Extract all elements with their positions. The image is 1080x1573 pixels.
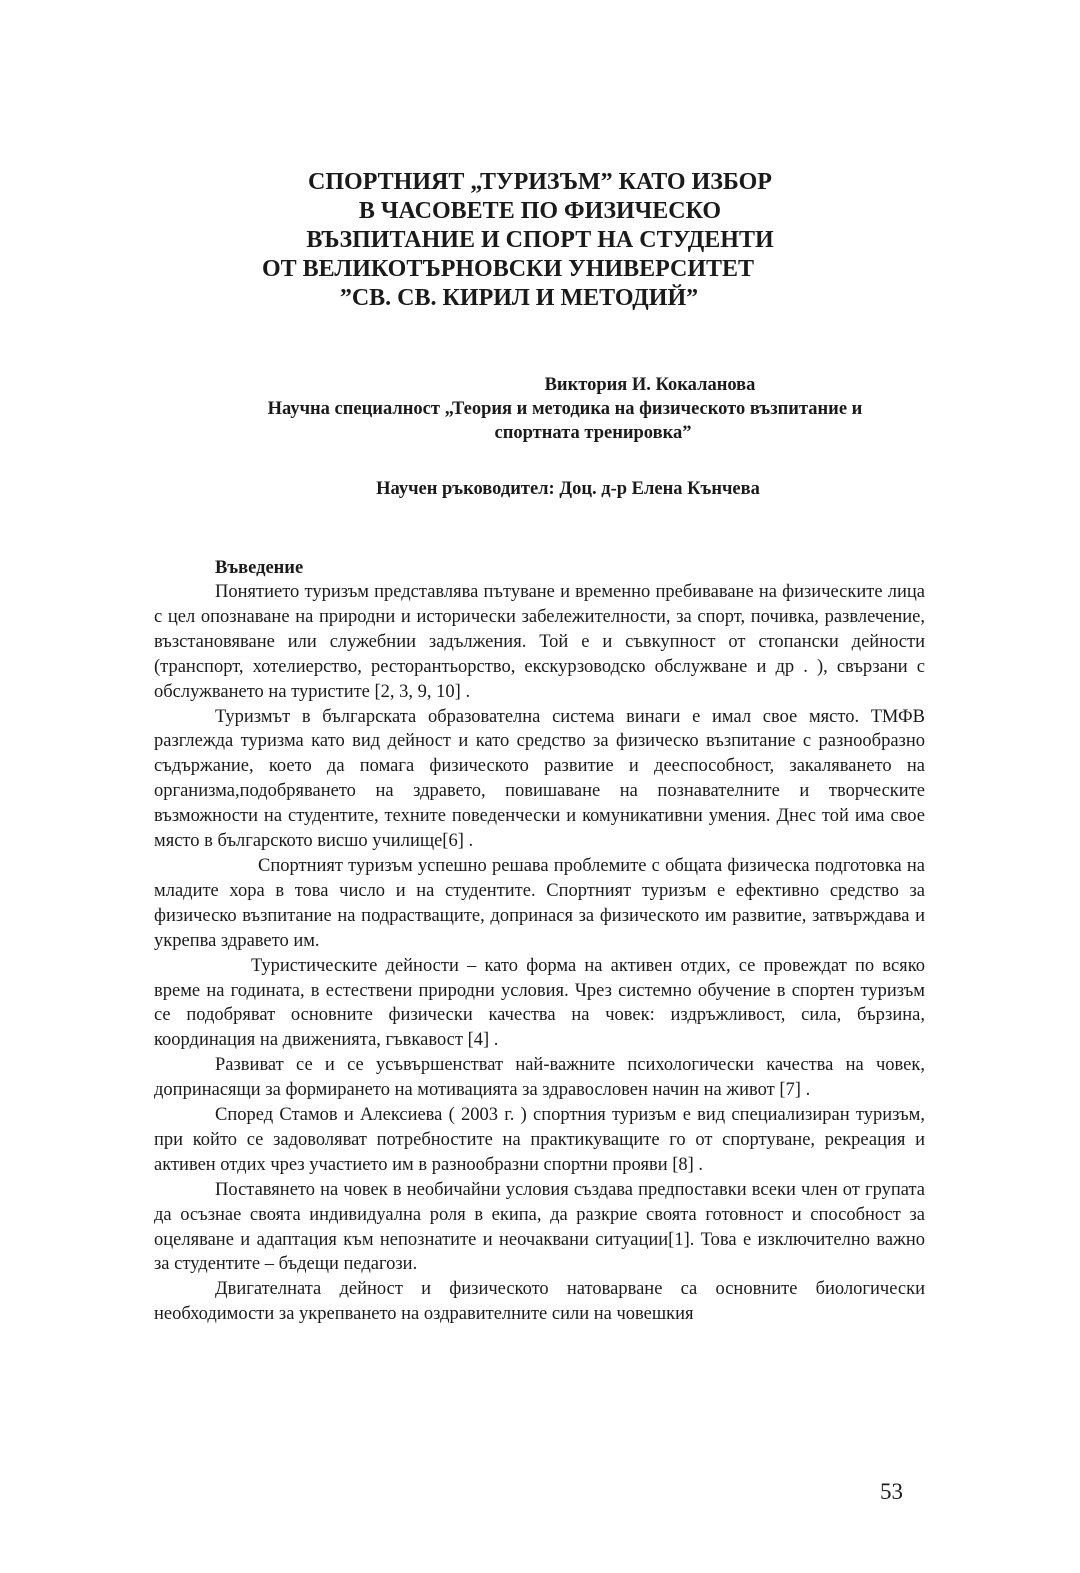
paragraph: Спортният туризъм успешно решава проблемите с общата физическа подготовка на младите хора в това число и на студентите. Спортният туризъм е ефективно средство за физическо възпитание на подрастващите, допринася за физическото им развитие, затвърждава и укрепва здравето им. xyxy=(154,855,925,951)
title-line: В ЧАСОВЕТЕ ПО ФИЗИЧЕСКО xyxy=(358,198,722,224)
paragraph: Според Стамов и Алексиева ( 2003 г. ) спортния туризъм е вид специализиран туризъм, при който се задоволяват потребностите на практикуващите го от спортуване, рекреация и активен отдих чрез участието им в разнообразни спортни прояви [8] . xyxy=(154,1105,925,1175)
paragraph: Развиват се и се усъвършенстват най-важните психологически качества на човек, допринасящи за формирането на мотивацията за здравословен начин на живот [7] . xyxy=(154,1055,925,1101)
paragraph: Поставянето на човек в необичайни условия създава предпоставки всеки член от групата да осъзнае своята индивидуална роля в екипа, да разкрие своята готовност и способност за оцеляване и адаптация към непознатите и неочаквани ситуации[1]. Това е изключително важно за студентите – бъдещи педагози. xyxy=(154,1179,925,1275)
section-heading: Въведение xyxy=(215,558,304,578)
paragraph: Туристическите дейности – като форма на активен отдих, се провеждат по всяко време на годината, в естествени природни условия. Чрез системно обучение в спортен туризъм се подобряват основните физически качества на човек: издръжливост, сила, бързина, координация на движенията, гъвкавост [4] . xyxy=(154,955,925,1051)
body-text xyxy=(154,580,925,1327)
author-specialty: Научна специалност „Теория и методика на физическото възпитание и xyxy=(267,399,863,419)
paragraph: Туризмът в българската образователна система винаги е имал свое място. ТМФВ разглежда туризма като вид дейност и като средство за физическо възпитание с разнообразно съдържание, което да помага физическото развитие и дееспособност, закаляването на организма,подобряването на здравето, повишаване на познавателните и творческите възможности на студентите, техните поведенчески и комуникативни умения. Днес той има свое място в българското висшо училище[6] . xyxy=(154,706,925,852)
author-block xyxy=(150,373,930,445)
paragraph: Двигателната дейност и физическото натоварване са основните биологически необходимости за укрепването на оздравителните сили на човешкия xyxy=(154,1279,925,1325)
author-name: Виктория И. Кокаланова xyxy=(544,375,756,395)
title-line: СПОРТНИЯТ „ТУРИЗЪМ” КАТО ИЗБОР xyxy=(308,169,772,195)
title-line: ”СВ. СВ. КИРИЛ И МЕТОДИЙ” xyxy=(339,285,699,311)
paragraph: Понятието туризъм представлява пътуване и временно пребиваване на физическите лица с цел опознаване на природни и исторически забележителности, за спорт, почивка, развлечение, възстановяване или служебнии задължения. Той е и съвкупност от стопански дейности (транспорт, хотелиерство, ресторантьорство, екскурзоводско обслужване и др . ), свързани с обслужването на туристите [2, 3, 9, 10] . xyxy=(154,582,925,702)
author-specialty-cont: спортната тренировка” xyxy=(494,423,692,443)
scientific-advisor: Научен ръководител: Доц. д-р Елена Кънчева xyxy=(376,479,760,499)
title-line: ОТ ВЕЛИКОТЪРНОВСКИ УНИВЕРСИТЕТ xyxy=(261,256,755,282)
paper-title xyxy=(150,168,930,313)
page-number: 53 xyxy=(880,1479,903,1504)
title-line: ВЪЗПИТАНИЕ И СПОРТ НА СТУДЕНТИ xyxy=(306,227,774,253)
